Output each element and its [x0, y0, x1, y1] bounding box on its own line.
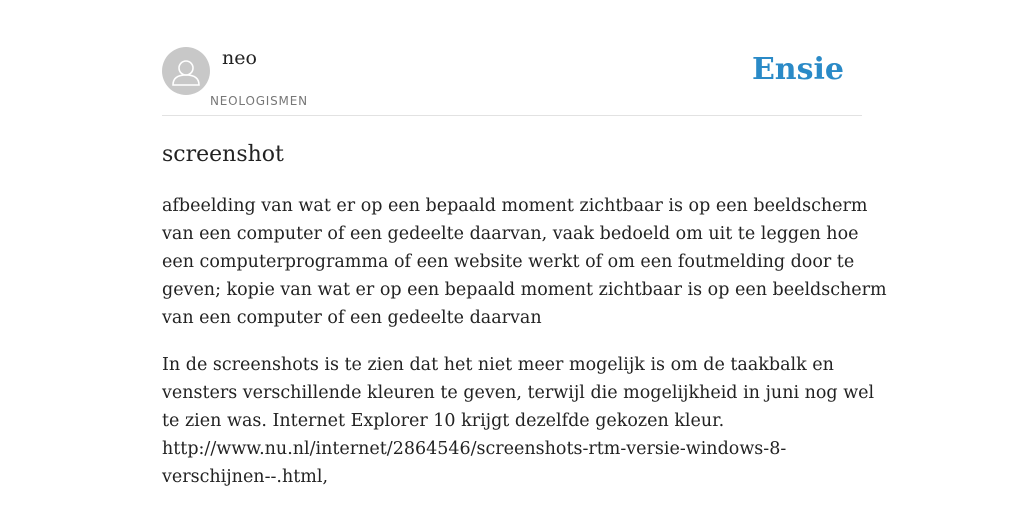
example-line: http://www.nu.nl/internet/2864546/screenshots-rtm-versie-windows-8-	[162, 439, 787, 459]
definition-line: van een computer of een gedeelte daarvan, vaak bedoeld om uit te leggen hoe	[162, 224, 859, 244]
entry-definition	[162, 192, 887, 332]
entry-example	[162, 351, 875, 491]
username[interactable]: neo	[222, 47, 257, 69]
example-line: te zien was. Internet Explorer 10 krijgt dezelfde gekozen kleur.	[162, 411, 725, 431]
definition-line: geven; kopie van wat er op een bepaald moment zichtbaar is op een beeldscherm	[162, 280, 887, 300]
avatar[interactable]	[162, 47, 210, 95]
content-container	[162, 0, 887, 487]
example-line: vensters verschillende kleuren te geven, terwijl die mogelijkheid in juni nog wel	[162, 383, 875, 403]
entry-term: screenshot	[162, 142, 284, 167]
definition-line: van een computer of een gedeelte daarvan	[162, 308, 542, 328]
definition-line: een computerprogramma of een website werkt of om een foutmelding door te	[162, 252, 855, 272]
example-line: verschijnen--.html,	[162, 467, 329, 487]
header	[162, 0, 862, 116]
dictionary-name[interactable]: NEOLOGISMEN	[210, 94, 308, 108]
definition-line: afbeelding van wat er op een bepaald moment zichtbaar is op een beeldscherm	[162, 196, 868, 216]
user-icon	[162, 47, 210, 95]
ensie-logo[interactable]: Ensie	[751, 52, 844, 87]
example-line: In de screenshots is te zien dat het niet meer mogelijk is om de taakbalk en	[162, 355, 834, 375]
